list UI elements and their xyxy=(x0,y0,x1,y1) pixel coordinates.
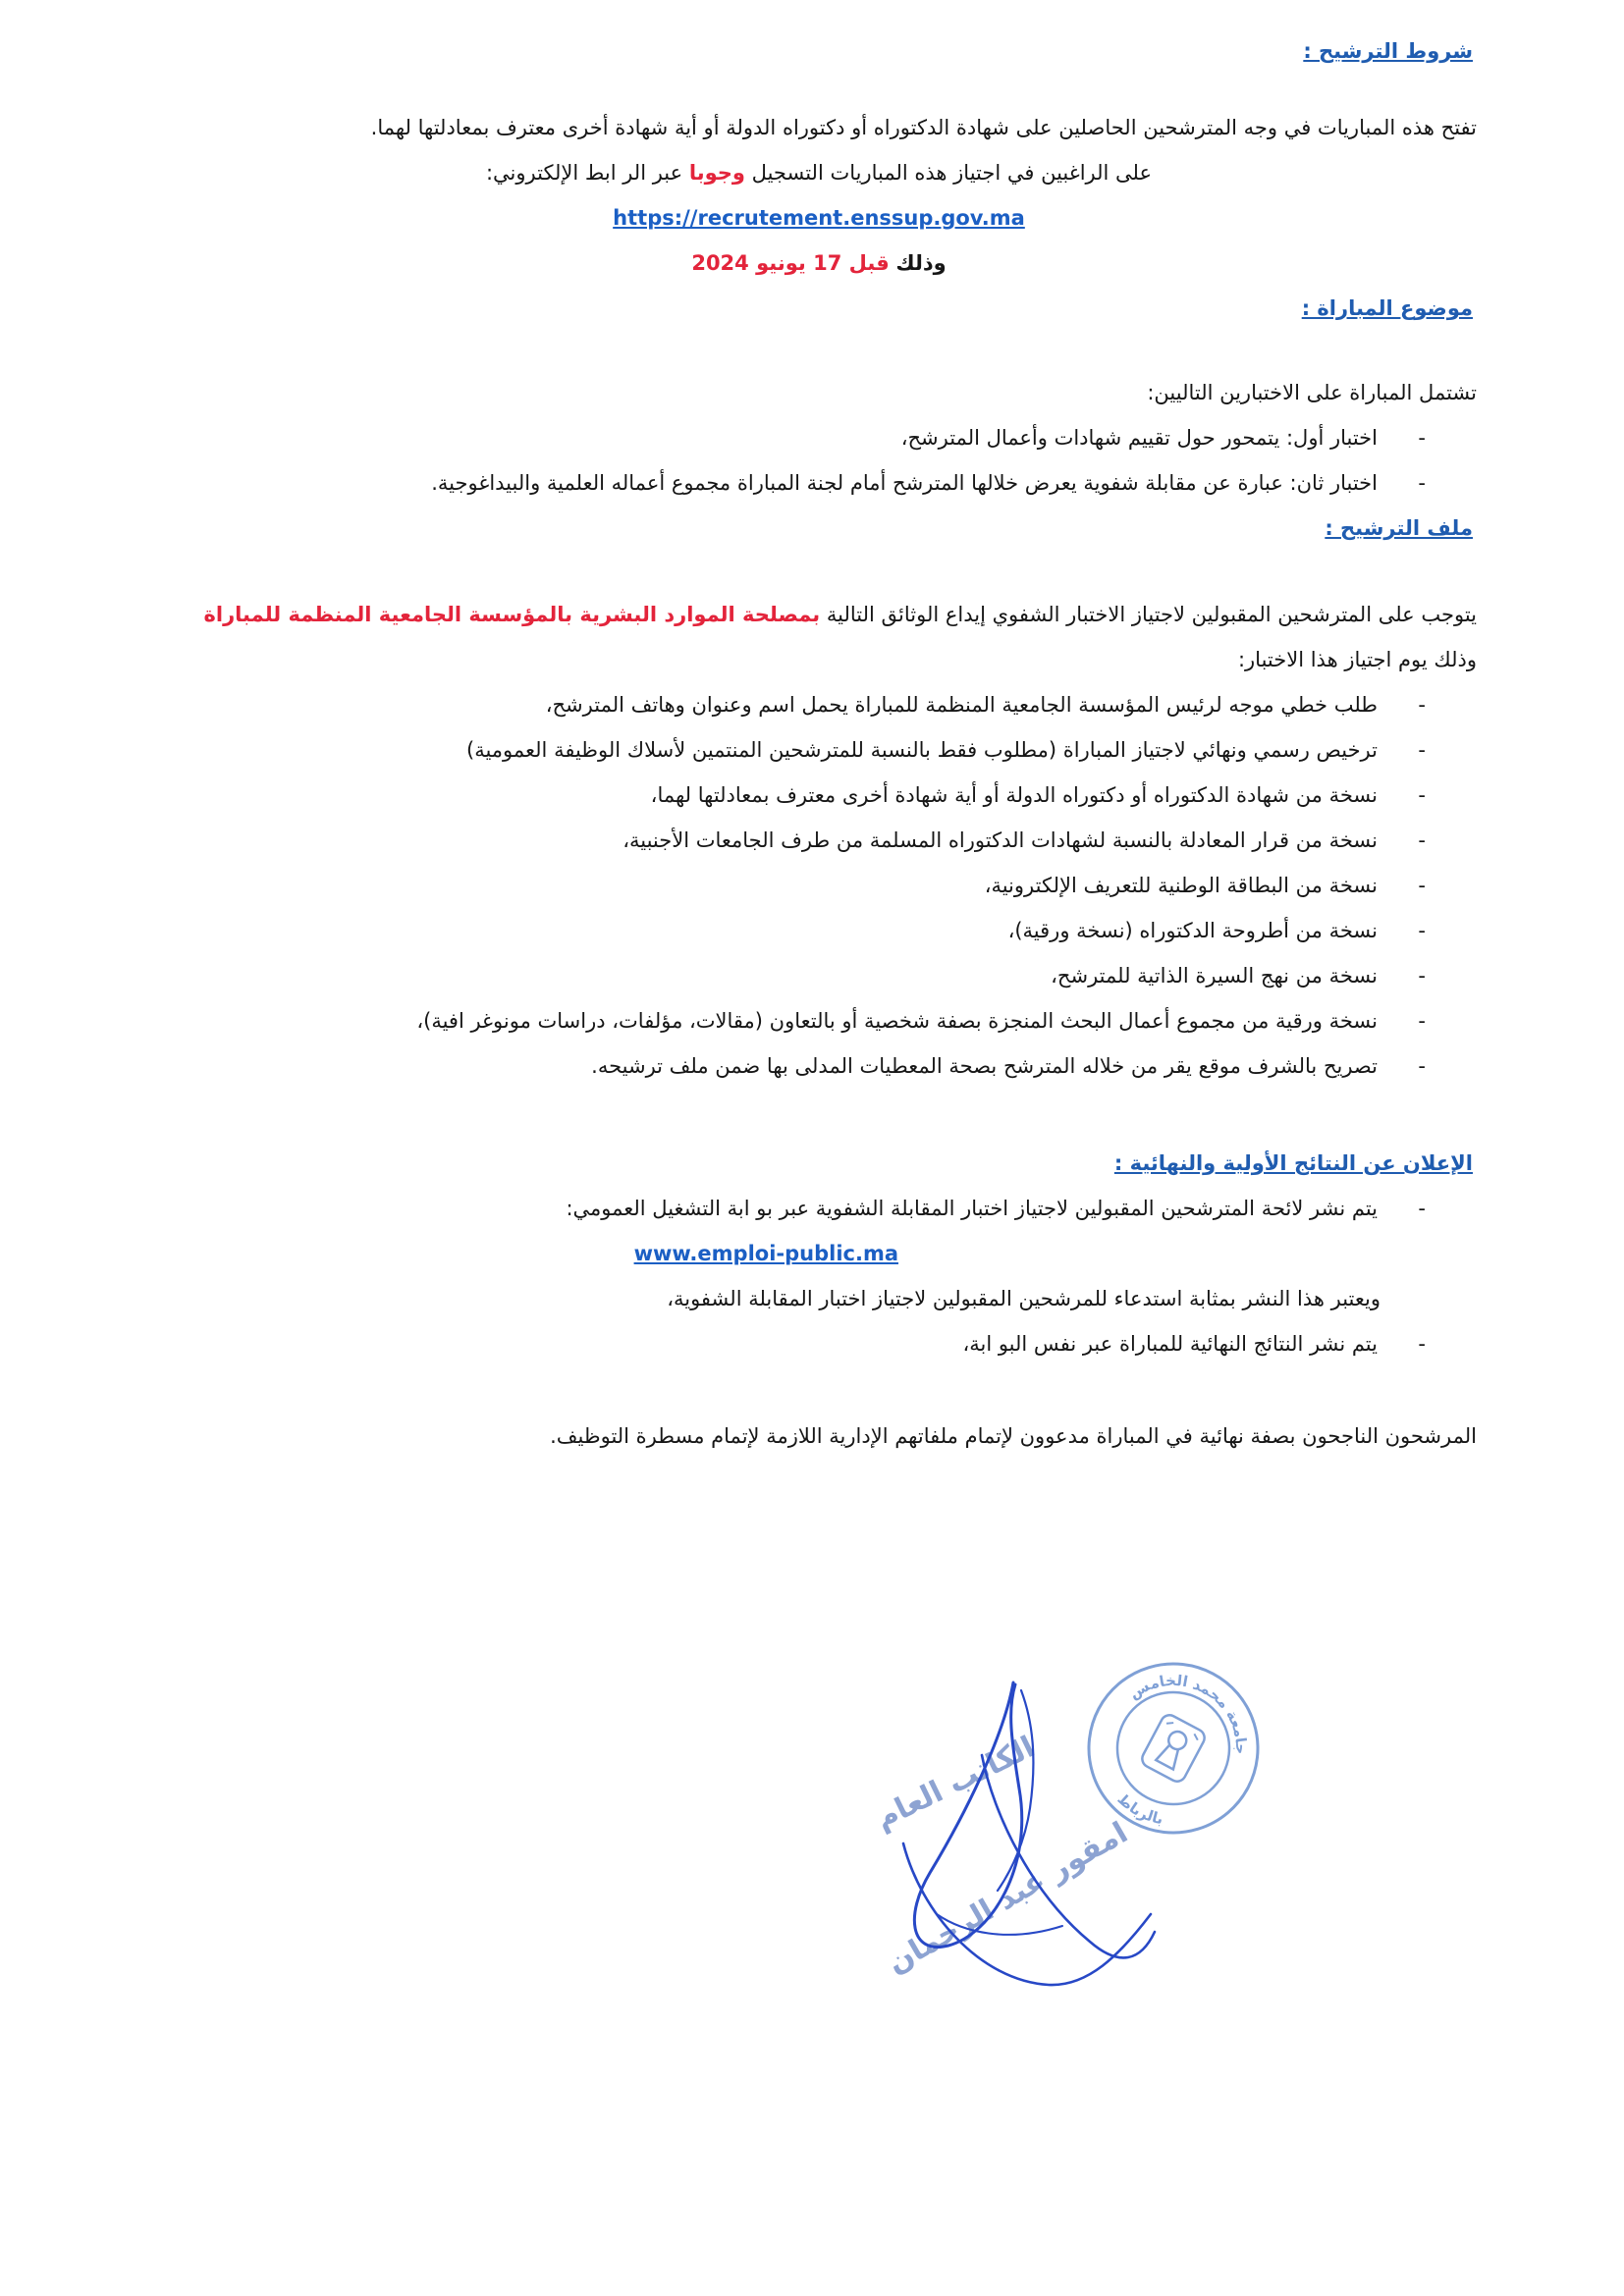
document-item-text: ترخيص رسمي ونهائي لاجتياز المباراة (مطلوب فقط بالنسبة للمترشحين المنتمين لأسلاك الوظيفة العمومية) xyxy=(466,738,1378,762)
portal-link-line xyxy=(187,1231,1477,1276)
document-item-text: نسخة من نهج السيرة الذاتية للمترشح، xyxy=(1051,964,1378,988)
document-item-text: نسخة ورقية من مجموع أعمال البحث المنجزة بصفة شخصية أو بالتعاون (مقالات، مؤلفات، دراسات مونوغر افية)، xyxy=(416,1009,1378,1033)
document-item-text: نسخة من أطروحة الدكتوراه (نسخة ورقية)، xyxy=(1007,919,1378,942)
registration-link[interactable]: https://recrutement.enssup.gov.ma xyxy=(613,206,1025,230)
list-marker: - xyxy=(1418,874,1426,897)
file-intro-continuation: وذلك يوم اجتياز هذا الاختبار: xyxy=(1237,648,1477,671)
test-item-text: اختبار أول: يتمحور حول تقييم شهادات وأعمال المترشح، xyxy=(900,426,1378,450)
registration-emphasis: وجوبا xyxy=(688,161,745,185)
conditions-intro: تفتح هذه المباريات في وجه المترشحين الحاصلين على شهادة الدكتوراه أو دكتوراه الدولة أو أية شهادة أخرى معترف بمعادلتها لهما. xyxy=(370,116,1477,139)
heading-candidacy-file: ملف الترشيح : xyxy=(1325,516,1473,540)
list-item xyxy=(187,773,1477,818)
list-marker: - xyxy=(1418,1332,1426,1356)
list-marker: - xyxy=(1418,783,1426,807)
admitted-list-text: يتم نشر لائحة المترشحين المقبولين لاجتياز اختبار المقابلة الشفوية عبر بو ابة التشغيل العمومي: xyxy=(566,1197,1378,1220)
final-results-list xyxy=(187,1321,1477,1366)
convocation-note: ويعتبر هذا النشر بمثابة استدعاء للمرشحين المقبولين لاجتياز اختبار المقابلة الشفوية، xyxy=(667,1287,1380,1310)
file-intro-emphasis: بمصلحة الموارد البشرية بالمؤسسة الجامعية المنظمة للمباراة xyxy=(203,603,821,626)
tests-list xyxy=(187,415,1477,506)
list-item xyxy=(187,908,1477,953)
list-item xyxy=(187,953,1477,998)
list-item xyxy=(187,682,1477,727)
list-marker: - xyxy=(1418,1197,1426,1220)
list-item xyxy=(187,1043,1477,1089)
heading-results-announcement: الإعلان عن النتائج الأولية والنهائية : xyxy=(1113,1151,1473,1175)
document-body xyxy=(187,28,1477,1459)
registration-text-before: على الراغبين في اجتياز هذه المباريات التسجيل xyxy=(751,161,1153,185)
list-item xyxy=(187,460,1477,506)
registration-text-after: عبر الر ابط الإلكتروني: xyxy=(485,161,683,185)
portal-link[interactable]: www.emploi-public.ma xyxy=(633,1242,898,1265)
document-item-text: نسخة من البطاقة الوطنية للتعريف الإلكترونية، xyxy=(984,874,1378,897)
list-marker: - xyxy=(1418,693,1426,717)
document-item-text: نسخة من شهادة الدكتوراه أو دكتوراه الدولة أو أية شهادة أخرى معترف بمعادلتها لهما، xyxy=(650,783,1378,807)
list-marker: - xyxy=(1418,738,1426,762)
list-marker: - xyxy=(1418,828,1426,852)
list-marker: - xyxy=(1418,1054,1426,1078)
heading-candidacy-conditions: شروط الترشيح : xyxy=(1303,39,1473,63)
list-item xyxy=(187,1321,1477,1366)
registration-instruction xyxy=(187,150,1477,195)
list-item xyxy=(187,415,1477,460)
document-item-text: طلب خطي موجه لرئيس المؤسسة الجامعية المنظمة للمباراة يحمل اسم وعنوان وهاتف المترشح، xyxy=(545,693,1378,717)
document-item-text: تصريح بالشرف موقع يقر من خلاله المترشح بصحة المعطيات المدلى بها ضمن ملف ترشيحه. xyxy=(591,1054,1378,1078)
list-item xyxy=(187,998,1477,1043)
list-marker: - xyxy=(1418,1009,1426,1033)
tests-intro: تشتمل المباراة على الاختبارين التاليين: xyxy=(1147,381,1477,404)
registration-link-line xyxy=(187,195,1477,240)
list-marker: - xyxy=(1418,964,1426,988)
list-marker: - xyxy=(1418,426,1426,450)
stamp-bottom-text: بالرباط xyxy=(1113,1789,1165,1829)
file-intro xyxy=(187,592,1477,637)
list-marker: - xyxy=(1418,471,1426,495)
results-list xyxy=(187,1186,1477,1231)
document-item-text: نسخة من قرار المعادلة بالنسبة لشهادات الدكتوراه المسلمة من طرف الجامعات الأجنبية، xyxy=(623,828,1378,852)
stamp-top-text: جامعة محمد الخامس xyxy=(1125,1671,1251,1755)
list-item xyxy=(187,863,1477,908)
list-item xyxy=(187,727,1477,773)
stamp-top-label xyxy=(1121,1647,1272,1761)
stamp-emblem-icon xyxy=(1139,1712,1208,1785)
list-item xyxy=(187,1186,1477,1231)
deadline-prefix: وذلك xyxy=(895,251,947,275)
test-item-text: اختبار ثان: عبارة عن مقابلة شفوية يعرض خلالها المترشح أمام لجنة المباراة مجموع أعماله العلمية والبيداغوجية. xyxy=(431,471,1378,495)
documents-list xyxy=(187,682,1477,1089)
list-marker: - xyxy=(1418,919,1426,942)
deadline-date: قبل 17 يونيو 2024 xyxy=(691,251,890,275)
heading-competition-subject: موضوع المباراة : xyxy=(1301,296,1473,320)
signature-block xyxy=(835,1620,1326,2032)
closing-paragraph: المرشحون الناجحون بصفة نهائية في المباراة مدعوون لإتمام ملفاتهم الإدارية اللازمة لإتمام مسطرة التوظيف. xyxy=(550,1424,1477,1448)
signatory-name: امقور عبد الرحمان xyxy=(881,1815,1134,1982)
signatory-title: الكاتب العام xyxy=(870,1730,1041,1837)
list-item xyxy=(187,818,1477,863)
final-results-text: يتم نشر النتائج النهائية للمباراة عبر نفس البو ابة، xyxy=(962,1332,1378,1356)
deadline-line xyxy=(187,240,1477,286)
file-intro-text: يتوجب على المترشحين المقبولين لاجتياز الاختبار الشفوي إيداع الوثائق التالية xyxy=(826,603,1477,626)
